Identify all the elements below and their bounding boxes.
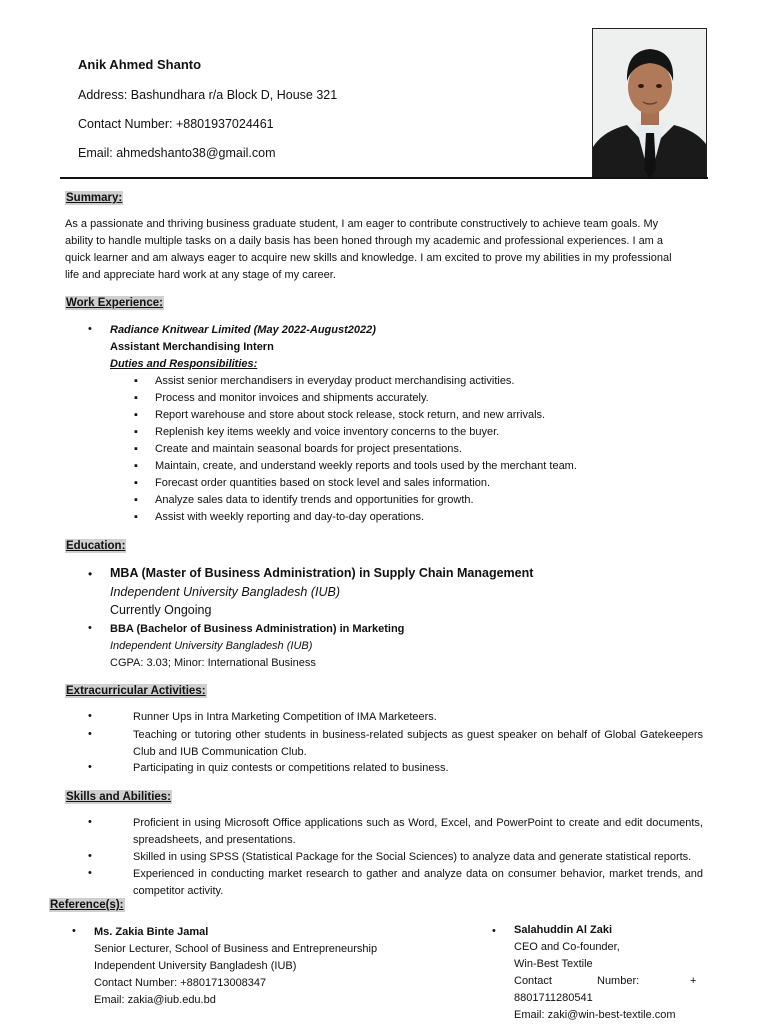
ref1-title: Senior Lecturer, School of Business and Entrepreneurship — [94, 943, 378, 955]
ref2-number-label: Number: — [597, 975, 640, 987]
work-heading: Work Experience: — [66, 297, 163, 309]
mba-school: Independent University Bangladesh (IUB) — [110, 585, 340, 599]
activity-bullet: • — [88, 710, 92, 722]
company-name: Radiance Knitwear Limited (May 2022-August2022) — [110, 324, 376, 336]
duty-item: ▪ Forecast order quantities based on stock level and sales information. — [134, 475, 694, 492]
ref1-name: Ms. Zakia Binte Jamal — [94, 926, 209, 938]
job-role: Assistant Merchandising Intern — [110, 341, 274, 353]
ref2-name: Salahuddin Al Zaki — [514, 924, 612, 936]
contact-line: Contact Number: +8801937024461 — [78, 117, 274, 131]
skill-item: Skilled in using SPSS (Statistical Package for the Social Sciences) to analyze data and generate statistical reports. — [133, 851, 692, 863]
summary-line: As a passionate and thriving business graduate student, I am eager to contribute constructively to achieve team goals. My — [65, 218, 659, 230]
ref1-email: Email: zakia@iub.edu.bd — [94, 994, 216, 1006]
duty-item: ▪ Assist senior merchandisers in everyday product merchandising activities. — [134, 373, 694, 390]
skill-bullet: • — [88, 867, 92, 879]
skill-bullet: • — [88, 816, 92, 828]
ref1-contact: Contact Number: +8801713008347 — [94, 977, 267, 989]
ref2-contact-label: Contact — [514, 975, 552, 987]
duty-item: ▪ Assist with weekly reporting and day-to-day operations. — [134, 509, 694, 526]
duty-item: ▪ Analyze sales data to identify trends and opportunities for growth. — [134, 492, 694, 509]
duty-item: ▪ Replenish key items weekly and voice inventory concerns to the buyer. — [134, 424, 694, 441]
skill-item: Proficient in using Microsoft Office applications such as Word, Excel, and PowerPoint to create and edit documents, spreadsheets, and presentations. — [133, 817, 703, 846]
summary-text — [65, 216, 703, 284]
summary-line: quick learner and am always eager to acquire new skills and knowledge. I am excited to prove my abilities in my professional — [65, 252, 672, 264]
candidate-name: Anik Ahmed Shanto — [78, 57, 202, 72]
ref2-email: Email: zaki@win-best-textile.com — [514, 1009, 676, 1021]
mba-degree: MBA (Master of Business Administration) in Supply Chain Management — [110, 566, 534, 580]
activity-item: Runner Ups in Intra Marketing Competition of IMA Marketeers. — [133, 711, 437, 723]
duty-item: ▪ Maintain, create, and understand weekly reports and tools used by the merchant team. — [134, 458, 694, 475]
bba-degree: BBA (Bachelor of Business Administration) in Marketing — [110, 623, 405, 635]
activity-item: Participating in quiz contests or competitions related to business. — [133, 762, 449, 774]
activity-bullet: • — [88, 728, 92, 740]
skill-bullet: • — [88, 850, 92, 862]
summary-line: ability to handle multiple tasks on a daily basis has been honed through my academic and professional experiences. I am a — [65, 235, 664, 247]
email-line: Email: ahmedshanto38@gmail.com — [78, 146, 276, 160]
ref2-bullet: • — [492, 925, 496, 937]
references-heading: Reference(s): — [50, 899, 124, 911]
duty-item: ▪ Process and monitor invoices and shipments accurately. — [134, 390, 694, 407]
bba-bullet: • — [88, 622, 92, 634]
activity-item: Teaching or tutoring other students in business-related subjects as guest speaker on behalf of Global Gatekeepers Club and IUB Communication Club. — [133, 729, 703, 758]
mba-bullet: • — [88, 567, 93, 581]
skills-heading: Skills and Abilities: — [66, 791, 172, 803]
duty-item: ▪ Create and maintain seasonal boards for project presentations. — [134, 441, 694, 458]
skill-item: Experienced in conducting market research to gather and analyze data on consumer behavior, market trends, and competitor activity. — [133, 868, 703, 897]
activity-bullet: • — [88, 761, 92, 773]
header-divider — [60, 177, 708, 179]
bba-school: Independent University Bangladesh (IUB) — [110, 640, 313, 652]
summary-line: life and appreciate hard work at any stage of my career. — [65, 269, 336, 281]
duty-item: ▪ Report warehouse and store about stock release, stock return, and new arrivals. — [134, 407, 694, 424]
ref1-bullet: • — [72, 925, 76, 937]
profile-photo-icon — [593, 29, 707, 178]
mba-status: Currently Ongoing — [110, 603, 212, 617]
bba-status: CGPA: 3.03; Minor: International Business — [110, 657, 316, 669]
duties-heading: Duties and Responsibilities: — [110, 358, 258, 370]
extracurricular-heading: Extracurricular Activities: — [66, 685, 206, 697]
profile-photo — [592, 28, 707, 178]
address-line: Address: Bashundhara r/a Block D, House 321 — [78, 88, 338, 102]
summary-heading: Summary: — [66, 192, 123, 204]
ref2-number: 8801711280541 — [514, 992, 593, 1004]
ref1-org: Independent University Bangladesh (IUB) — [94, 960, 297, 972]
ref2-title: CEO and Co-founder, — [514, 941, 620, 953]
duties-list — [134, 373, 694, 526]
work-bullet: • — [88, 323, 92, 335]
ref2-plus: + — [690, 975, 697, 987]
education-heading: Education: — [66, 540, 126, 552]
ref2-org: Win-Best Textile — [514, 958, 593, 970]
